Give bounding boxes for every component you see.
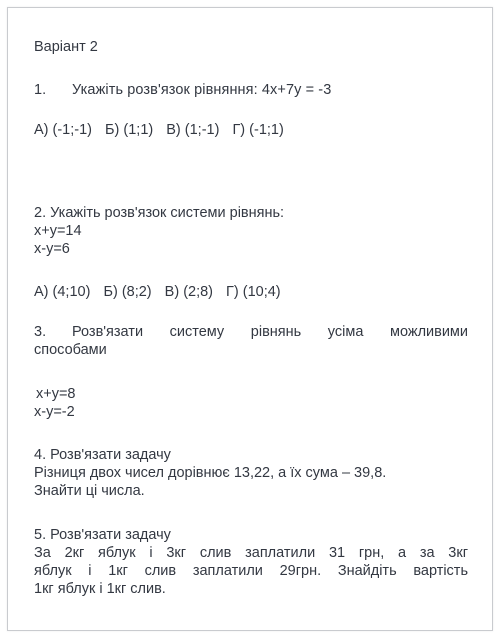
option-b: Б) (8;2) [103, 284, 152, 300]
question-4-title: 4. Розв'язати задачу [34, 447, 171, 463]
option-a: А) (-1;-1) [34, 122, 92, 138]
option-c: В) (1;-1) [166, 122, 220, 138]
question-5-title: 5. Розв'язати задачу [34, 527, 171, 543]
variant-title: Варіант 2 [34, 39, 98, 55]
question-1-number: 1. [34, 82, 47, 98]
question-5-line-1: За 2кг яблук і 3кг слив заплатили 31 грн, а за 3кг [34, 545, 468, 561]
question-2-equation-1: x+y=14 [34, 223, 82, 239]
question-4-line-2: Знайти ці числа. [34, 483, 145, 499]
option-b: Б) (1;1) [105, 122, 154, 138]
question-3-line-1 [34, 323, 468, 341]
option-d: Г) (10;4) [226, 284, 281, 300]
question-3-line-2: способами [34, 342, 107, 358]
question-5-line-3: 1кг яблук і 1кг слив. [34, 581, 166, 597]
question-5-line-2: яблук і 1кг слив заплатили 29грн. Знайдіть вартість [34, 563, 468, 579]
question-1-text: Укажіть розв'язок рівняння: 4x+7y = -3 [72, 82, 332, 98]
question-1-options [34, 121, 293, 139]
question-2-equation-2: x-y=6 [34, 241, 70, 257]
question-4-line-1: Різниця двох чисел дорівнює 13,22, а їх сума – 39,8. [34, 465, 387, 481]
question-3-text: Розв'язати систему рівнянь усіма можливими [72, 324, 468, 340]
worksheet-page [7, 7, 493, 631]
question-2-text: 2. Укажіть розв'язок системи рівнянь: [34, 205, 285, 221]
question-2-options [34, 283, 290, 301]
question-3-number: 3. [34, 324, 47, 340]
option-d: Г) (-1;1) [232, 122, 284, 138]
option-a: А) (4;10) [34, 284, 91, 300]
question-3-equation-1: x+y=8 [36, 386, 76, 402]
question-3-equation-2: x-y=-2 [34, 404, 75, 420]
option-c: В) (2;8) [164, 284, 214, 300]
question-1 [34, 81, 331, 99]
